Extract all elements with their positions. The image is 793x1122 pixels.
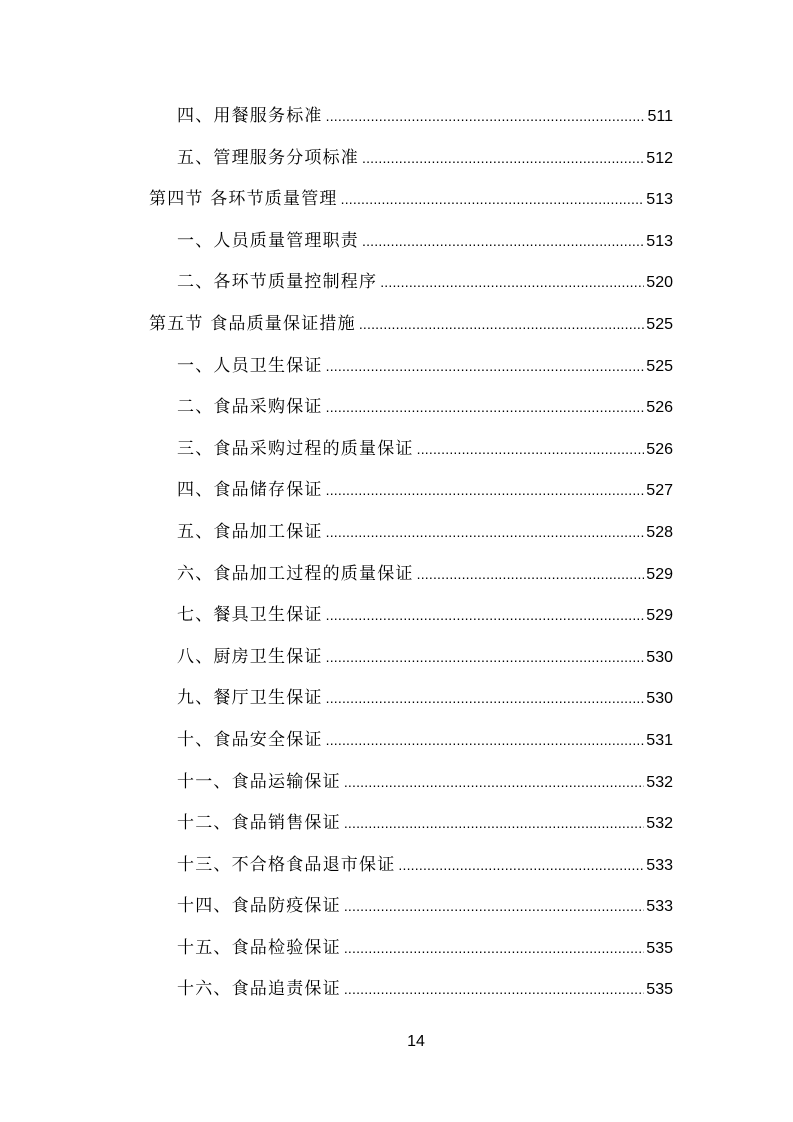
toc-entry-page: 535 xyxy=(646,981,673,999)
toc-entry[interactable] xyxy=(149,512,673,554)
toc-entry[interactable] xyxy=(149,387,673,429)
toc-entry-page: 520 xyxy=(646,274,673,292)
toc-entry-title: 九、餐厅卫生保证 xyxy=(177,688,323,709)
toc-entry-page: 527 xyxy=(646,482,673,500)
toc-entry-page: 531 xyxy=(646,731,673,749)
toc-entry-page: 511 xyxy=(647,108,673,125)
dot-leader xyxy=(380,262,644,304)
toc-entry[interactable] xyxy=(149,262,673,304)
dot-leader xyxy=(326,470,645,512)
toc-entry-title: 六、食品加工过程的质量保证 xyxy=(177,563,414,584)
dot-leader xyxy=(326,346,645,388)
toc-entry-page: 529 xyxy=(646,565,673,583)
toc-section-entry[interactable] xyxy=(149,179,673,221)
toc-entry-title: 二、各环节质量控制程序 xyxy=(177,272,378,293)
toc-entry[interactable] xyxy=(149,637,673,679)
page-number: 14 xyxy=(407,1033,425,1050)
dot-leader xyxy=(344,803,644,845)
toc-entry-page: 535 xyxy=(646,939,673,957)
toc-entry-page: 533 xyxy=(646,856,673,874)
toc-entry-page: 530 xyxy=(646,648,673,666)
toc-entry-title: 第四节 各环节质量管理 xyxy=(149,189,338,210)
toc-entry[interactable] xyxy=(149,845,673,887)
toc-entry-page: 533 xyxy=(646,898,673,916)
table-of-contents xyxy=(149,96,673,1011)
dot-leader xyxy=(362,221,644,263)
toc-entry[interactable] xyxy=(149,595,673,637)
toc-entry-page: 532 xyxy=(646,815,673,833)
toc-entry-page: 529 xyxy=(646,607,673,625)
dot-leader xyxy=(326,595,645,637)
toc-entry[interactable] xyxy=(149,96,673,138)
toc-entry-title: 十二、食品销售保证 xyxy=(177,813,341,834)
toc-entry[interactable] xyxy=(149,720,673,762)
dot-leader xyxy=(326,720,645,762)
toc-entry-page: 513 xyxy=(646,232,673,250)
toc-entry-title: 五、食品加工保证 xyxy=(177,521,323,542)
toc-entry-page: 525 xyxy=(646,357,673,375)
toc-entry-title: 八、厨房卫生保证 xyxy=(177,646,323,667)
dot-leader xyxy=(326,678,645,720)
toc-entry-page: 525 xyxy=(646,315,673,333)
toc-entry-title: 十六、食品追责保证 xyxy=(177,979,341,1000)
toc-entry-page: 532 xyxy=(646,773,673,791)
dot-leader xyxy=(344,969,644,1011)
toc-entry-title: 十三、不合格食品退市保证 xyxy=(177,854,396,875)
toc-entry[interactable] xyxy=(149,346,673,388)
toc-entry-page: 530 xyxy=(646,690,673,708)
toc-entry-page: 512 xyxy=(646,149,673,167)
toc-entry[interactable] xyxy=(149,554,673,596)
toc-entry-title: 五、管理服务分项标准 xyxy=(177,147,359,168)
toc-entry[interactable] xyxy=(149,762,673,804)
toc-entry[interactable] xyxy=(149,138,673,180)
toc-entry-title: 一、人员卫生保证 xyxy=(177,355,323,376)
toc-entry[interactable] xyxy=(149,928,673,970)
toc-entry-title: 二、食品采购保证 xyxy=(177,397,323,418)
dot-leader xyxy=(326,96,646,138)
dot-leader xyxy=(417,554,645,596)
dot-leader xyxy=(326,387,645,429)
toc-entry-page: 526 xyxy=(646,399,673,417)
toc-entry-page: 528 xyxy=(646,523,673,541)
dot-leader xyxy=(417,429,645,471)
toc-entry-title: 十一、食品运输保证 xyxy=(177,771,341,792)
dot-leader xyxy=(344,762,644,804)
dot-leader xyxy=(344,886,644,928)
toc-entry[interactable] xyxy=(149,470,673,512)
toc-entry-title: 第五节 食品质量保证措施 xyxy=(149,313,356,334)
dot-leader xyxy=(398,845,644,887)
toc-entry-title: 十、食品安全保证 xyxy=(177,729,323,750)
dot-leader xyxy=(326,637,645,679)
toc-entry-title: 十五、食品检验保证 xyxy=(177,937,341,958)
dot-leader xyxy=(341,179,645,221)
toc-entry-title: 三、食品采购过程的质量保证 xyxy=(177,438,414,459)
dot-leader xyxy=(359,304,644,346)
dot-leader xyxy=(362,138,644,180)
toc-entry-title: 四、食品储存保证 xyxy=(177,480,323,501)
toc-entry-page: 513 xyxy=(646,191,673,209)
toc-entry[interactable] xyxy=(149,678,673,720)
toc-entry[interactable] xyxy=(149,429,673,471)
toc-entry[interactable] xyxy=(149,221,673,263)
toc-entry-title: 十四、食品防疫保证 xyxy=(177,896,341,917)
toc-section-entry[interactable] xyxy=(149,304,673,346)
toc-entry[interactable] xyxy=(149,969,673,1011)
dot-leader xyxy=(344,928,644,970)
toc-entry-page: 526 xyxy=(646,440,673,458)
dot-leader xyxy=(326,512,645,554)
toc-entry-title: 一、人员质量管理职责 xyxy=(177,230,359,251)
toc-entry[interactable] xyxy=(149,803,673,845)
toc-entry-title: 七、餐具卫生保证 xyxy=(177,605,323,626)
toc-entry-title: 四、用餐服务标准 xyxy=(177,106,323,126)
toc-entry[interactable] xyxy=(149,886,673,928)
